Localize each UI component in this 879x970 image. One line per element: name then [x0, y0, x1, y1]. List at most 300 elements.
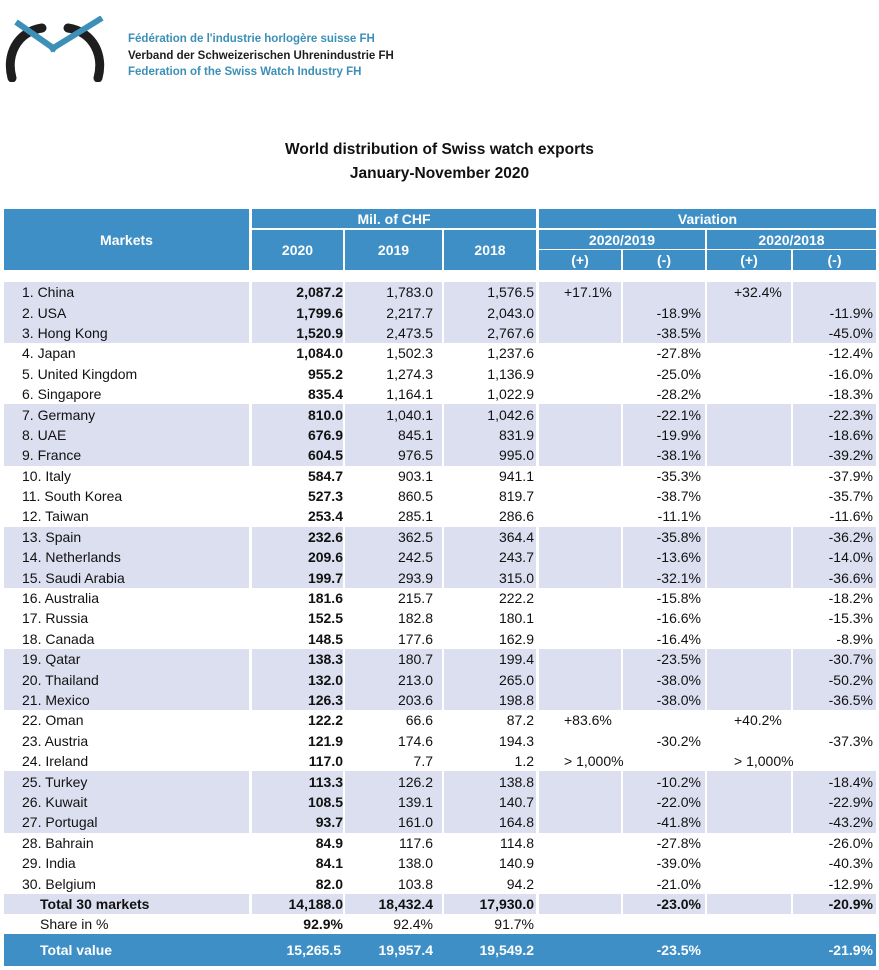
value-2018: 114.8 — [500, 834, 534, 851]
value-2019: 138.0 — [397, 855, 433, 872]
variation-plus-2 — [734, 404, 792, 424]
value-2019: 126.2 — [397, 773, 433, 790]
variation-minus-1: -32.1% — [656, 569, 701, 586]
variation-plus-2 — [734, 567, 792, 587]
table-row — [4, 445, 876, 465]
variation-plus-2 — [734, 812, 792, 832]
value-2019: 7.7 — [413, 753, 433, 770]
variation-plus-2 — [734, 771, 792, 791]
variation-minus-2: -36.2% — [828, 528, 873, 545]
variation-plus-1: +17.1% — [564, 284, 612, 301]
table-row — [4, 669, 876, 689]
variation-minus-2: -43.2% — [828, 814, 873, 831]
variation-minus-2: -36.5% — [828, 692, 873, 708]
value-2018: 180.1 — [498, 610, 534, 627]
value-2018: 1,136.9 — [487, 365, 534, 382]
variation-minus-1: -38.5% — [656, 324, 701, 341]
value-2020: 1,520.9 — [296, 324, 343, 341]
year-2019-header: 2019 — [345, 230, 442, 270]
variation-minus-2: -11.9% — [829, 304, 873, 321]
title-line-1: World distribution of Swiss watch exports — [285, 141, 594, 158]
variation-plus-1 — [564, 649, 622, 669]
table-row — [4, 731, 876, 751]
variation-minus-2: -11.6% — [829, 508, 873, 525]
value-2019: 66.6 — [405, 712, 433, 729]
value-2019: 161.0 — [397, 814, 433, 831]
plus-header-2: (+) — [707, 250, 791, 270]
variation-plus-1: > 1,000% — [564, 753, 624, 770]
variation-minus-1: -11.1% — [657, 508, 701, 525]
market-name: 5. United Kingdom — [22, 365, 138, 382]
market-name: 6. Singapore — [22, 386, 102, 403]
value-2020: 955.2 — [307, 365, 343, 382]
value-2020: 676.9 — [307, 426, 343, 443]
value-2019: 1,274.3 — [386, 365, 433, 382]
variation-plus-2 — [734, 364, 792, 384]
variation-plus-1 — [564, 629, 622, 649]
value-2020: 126.3 — [307, 692, 343, 708]
value-2018: 1.2 — [514, 753, 534, 770]
table-row — [4, 649, 876, 669]
variation-plus-1 — [564, 527, 622, 547]
market-name: 28. Bahrain — [22, 834, 94, 851]
variation-plus-1 — [564, 486, 622, 506]
variation-minus-1 — [623, 282, 701, 302]
market-name: 9. France — [22, 447, 82, 464]
market-name: 11. South Korea — [22, 488, 123, 505]
market-name: 2. USA — [22, 304, 67, 321]
value-2020: 84.1 — [315, 855, 343, 872]
value-2019: 362.5 — [397, 528, 433, 545]
value-2019: 117.6 — [399, 834, 433, 851]
value-2020: 92.9% — [303, 916, 343, 933]
total-value-2020: 15,265.5 — [286, 942, 341, 958]
value-2019: 18,432.4 — [378, 895, 433, 912]
value-2020: 117.0 — [308, 753, 343, 770]
variation-plus-1 — [564, 466, 622, 486]
variation-minus-2: -12.4% — [828, 345, 873, 362]
value-2018: 17,930.0 — [479, 895, 534, 912]
value-2020: 835.4 — [307, 386, 343, 403]
market-name: 12. Taiwan — [22, 508, 89, 525]
variation-plus-2 — [734, 690, 792, 710]
market-name: 25. Turkey — [22, 773, 88, 790]
value-2018: 199.4 — [498, 651, 534, 668]
value-2020: 121.9 — [307, 732, 343, 749]
variation-plus-1 — [564, 812, 622, 832]
table-row — [4, 384, 876, 404]
variation-plus-1 — [564, 853, 622, 873]
variation-minus-1: -28.2% — [656, 386, 701, 403]
variation-plus-2 — [734, 323, 792, 343]
value-2019: 139.1 — [397, 793, 433, 810]
market-name: 24. Ireland — [22, 753, 89, 770]
variation-minus-2: -18.3% — [828, 386, 873, 403]
table-header — [4, 209, 876, 270]
markets-header: Markets — [4, 209, 249, 270]
variation-minus-1: -27.8% — [656, 345, 701, 362]
variation-minus-2: -26.0% — [828, 834, 873, 851]
variation-minus-1: -22.0% — [656, 793, 701, 810]
value-2019: 203.6 — [397, 692, 433, 708]
variation-plus-2 — [734, 506, 792, 526]
variation-minus-1: -38.1% — [656, 447, 701, 464]
variation-minus-2: -30.7% — [828, 651, 873, 668]
value-2020: 152.5 — [307, 610, 343, 627]
market-name: 8. UAE — [22, 426, 67, 443]
variation-minus-2: -16.0% — [828, 365, 873, 382]
table-row — [4, 466, 876, 486]
value-2020: 84.9 — [315, 834, 343, 851]
total-value-label: Total value — [40, 942, 113, 958]
variation-plus-2 — [734, 425, 792, 445]
table-row — [4, 547, 876, 567]
value-2020: 199.7 — [307, 569, 343, 586]
org-name-fr: Fédération de l'industrie horlogère suisse FH — [128, 33, 375, 45]
table-row — [4, 771, 876, 791]
variation-plus-1 — [564, 669, 622, 689]
variation-minus-1: -41.8% — [656, 814, 701, 831]
variation-plus-1 — [564, 506, 622, 526]
variation-minus-1: -35.8% — [656, 528, 701, 545]
value-2019: 293.9 — [397, 569, 433, 586]
variation-plus-2 — [734, 833, 792, 853]
value-2019: 1,040.1 — [386, 406, 433, 423]
value-2020: 82.0 — [315, 875, 343, 892]
variation-plus-1 — [564, 588, 622, 608]
value-2018: 2,043.0 — [487, 304, 534, 321]
market-name: Total 30 markets — [40, 895, 150, 912]
variation-minus-2: -39.2% — [828, 447, 873, 464]
variation-minus-2: -14.0% — [828, 549, 873, 566]
market-name: 1. China — [22, 284, 75, 301]
variation-minus-1: -10.2% — [656, 773, 701, 790]
variation-plus-2 — [734, 608, 792, 628]
variation-minus-1: -23.0% — [656, 895, 701, 912]
variation-minus-2: -36.6% — [828, 569, 873, 586]
variation-header: Variation — [539, 209, 876, 228]
value-2018: 138.8 — [498, 773, 534, 790]
variation-plus-2 — [734, 873, 792, 893]
market-name: 10. Italy — [22, 467, 72, 484]
variation-plus-2 — [734, 445, 792, 465]
value-2020: 584.7 — [307, 467, 343, 484]
plus-header-1: (+) — [539, 250, 621, 270]
variation-plus-1 — [564, 608, 622, 628]
variation-plus-1 — [564, 364, 622, 384]
table-row — [4, 404, 876, 424]
market-name: 30. Belgium — [22, 875, 96, 892]
value-2020: 148.5 — [307, 630, 343, 647]
variation-minus-2: -18.6% — [828, 426, 873, 443]
table-row — [4, 873, 876, 893]
variation-plus-2 — [734, 588, 792, 608]
value-2019: 242.5 — [397, 549, 433, 566]
variation-plus-2 — [734, 527, 792, 547]
variation-minus-1: -13.6% — [656, 549, 701, 566]
value-2019: 976.5 — [397, 447, 433, 464]
variation-minus-1 — [623, 751, 701, 771]
total-value-2019: 19,957.4 — [378, 942, 433, 958]
value-2019: 180.7 — [397, 651, 433, 668]
variation-plus-2: +40.2% — [734, 712, 782, 729]
value-2018: 2,767.6 — [487, 324, 534, 341]
org-name-en: Federation of the Swiss Watch Industry FH — [128, 66, 362, 78]
value-2018: 140.7 — [498, 793, 534, 810]
table-row — [4, 833, 876, 853]
value-2018: 1,022.9 — [487, 386, 534, 403]
variation-plus-2 — [734, 466, 792, 486]
variation-minus-1: -30.2% — [656, 732, 701, 749]
total-30-row — [4, 894, 876, 914]
org-name-de: Verband der Schweizerischen Uhrenindustrie FH — [128, 49, 394, 62]
variation-plus-1 — [564, 567, 622, 587]
value-2019: 92.4% — [393, 916, 433, 933]
variation-minus-2: -37.9% — [828, 467, 873, 484]
variation-plus-1 — [564, 873, 622, 893]
variation-plus-2 — [734, 486, 792, 506]
variation-minus-2: -18.4% — [828, 773, 873, 790]
value-2020: 1,084.0 — [296, 345, 343, 362]
variation-minus-1: -16.6% — [656, 610, 701, 627]
variation-minus-1: -19.9% — [656, 426, 701, 443]
value-2020: 253.4 — [307, 508, 343, 525]
variation-minus-2: -50.2% — [828, 671, 873, 688]
value-2019: 285.1 — [397, 508, 433, 525]
variation-minus-1: -16.4% — [656, 630, 701, 647]
share-row — [4, 914, 876, 934]
value-2019: 845.1 — [397, 426, 433, 443]
table-row — [4, 812, 876, 832]
value-2018: 364.4 — [498, 528, 534, 545]
variation-minus-1: -38.7% — [656, 488, 701, 505]
variation-plus-1 — [564, 302, 622, 322]
mil-chf-header: Mil. of CHF — [252, 209, 536, 228]
variation-minus-2: -22.9% — [828, 793, 873, 810]
page-title — [0, 138, 879, 186]
variation-plus-1 — [564, 384, 622, 404]
year-2020-header: 2020 — [252, 230, 343, 270]
variation-plus-2: > 1,000% — [734, 753, 794, 770]
value-2019: 2,217.7 — [386, 304, 433, 321]
year-2018-header: 2018 — [444, 230, 536, 270]
table-row — [4, 567, 876, 587]
market-name: 13. Spain — [22, 528, 82, 545]
value-2018: 222.2 — [498, 590, 534, 607]
variation-plus-1 — [564, 833, 622, 853]
fh-logo — [4, 16, 106, 82]
value-2020: 527.3 — [307, 488, 343, 505]
value-2019: 903.1 — [397, 467, 433, 484]
variation-plus-2: +32.4% — [734, 284, 782, 301]
variation-minus-1: -25.0% — [656, 365, 701, 382]
market-name: 22. Oman — [22, 712, 84, 729]
value-2018: 1,237.6 — [487, 345, 534, 362]
total-value-var1: -23.5% — [656, 942, 701, 958]
value-2020: 232.6 — [307, 528, 343, 545]
table-row — [4, 588, 876, 608]
value-2020: 1,799.6 — [296, 304, 343, 321]
value-2020: 2,087.2 — [296, 284, 343, 301]
total-value-2018: 19,549.2 — [479, 942, 534, 958]
value-2018: 286.6 — [498, 508, 534, 525]
variation-minus-2: -18.2% — [828, 590, 873, 607]
variation-plus-2 — [734, 384, 792, 404]
value-2019: 182.8 — [397, 610, 433, 627]
variation-plus-2 — [734, 792, 792, 812]
value-2019: 215.7 — [397, 590, 433, 607]
value-2018: 194.3 — [498, 732, 534, 749]
variation-plus-2 — [734, 343, 792, 363]
table-row — [4, 710, 876, 730]
value-2018: 941.1 — [498, 467, 534, 484]
value-2018: 87.2 — [506, 712, 534, 729]
market-name: 27. Portugal — [22, 814, 98, 831]
table-row — [4, 690, 876, 710]
variation-minus-1: -23.5% — [656, 651, 701, 668]
market-name: 14. Netherlands — [22, 549, 121, 566]
variation-plus-1 — [564, 404, 622, 424]
variation-minus-2 — [793, 751, 873, 771]
variation-minus-1: -35.3% — [656, 467, 701, 484]
market-name: 4. Japan — [22, 345, 76, 362]
value-2019: 1,783.0 — [386, 284, 433, 301]
value-2018: 94.2 — [506, 875, 534, 892]
variation-plus-1 — [564, 690, 622, 710]
variation-plus-1 — [564, 771, 622, 791]
value-2019: 103.8 — [397, 875, 433, 892]
variation-plus-2 — [734, 547, 792, 567]
variation-minus-1: -39.0% — [656, 855, 701, 872]
organization-name — [128, 31, 394, 81]
variation-minus-1 — [623, 710, 701, 730]
minus-header-2: (-) — [793, 250, 876, 270]
value-2020: 113.3 — [308, 773, 343, 790]
variation-plus-1 — [564, 547, 622, 567]
market-name: Share in % — [40, 916, 109, 933]
variation-plus-2 — [734, 669, 792, 689]
market-name: 19. Qatar — [22, 651, 81, 668]
table-row — [4, 792, 876, 812]
value-2018: 164.8 — [498, 814, 534, 831]
table-row — [4, 629, 876, 649]
variation-minus-2: -8.9% — [836, 630, 873, 647]
table-row — [4, 425, 876, 445]
total-value-row — [4, 934, 876, 966]
market-name: 20. Thailand — [22, 671, 99, 688]
table-row — [4, 527, 876, 547]
market-name: 21. Mexico — [22, 692, 90, 708]
variation-2020-2019-header: 2020/2019 — [539, 230, 705, 249]
variation-minus-2 — [793, 282, 873, 302]
value-2018: 243.7 — [498, 549, 534, 566]
value-2019: 177.6 — [397, 630, 433, 647]
variation-plus-1: +83.6% — [564, 712, 612, 729]
variation-plus-2 — [734, 649, 792, 669]
market-name: 23. Austria — [22, 732, 89, 749]
value-2018: 265.0 — [498, 671, 534, 688]
variation-minus-1: -18.9% — [656, 304, 701, 321]
value-2019: 860.5 — [397, 488, 433, 505]
variation-plus-1 — [564, 323, 622, 343]
market-name: 7. Germany — [22, 406, 96, 423]
variation-plus-1 — [564, 445, 622, 465]
value-2018: 1,576.5 — [487, 284, 534, 301]
value-2020: 604.5 — [307, 447, 343, 464]
variation-minus-2: -15.3% — [828, 610, 873, 627]
variation-minus-2: -40.3% — [828, 855, 873, 872]
value-2020: 14,188.0 — [288, 895, 343, 912]
variation-minus-2: -35.7% — [828, 488, 873, 505]
value-2020: 181.6 — [307, 590, 343, 607]
table-row — [4, 608, 876, 628]
value-2018: 140.9 — [498, 855, 534, 872]
value-2020: 93.7 — [315, 814, 343, 831]
table-row — [4, 853, 876, 873]
table-row — [4, 486, 876, 506]
table-row — [4, 751, 876, 771]
market-name: 18. Canada — [22, 630, 95, 647]
variation-plus-1 — [564, 425, 622, 445]
market-name: 29. India — [22, 855, 76, 872]
variation-plus-1 — [564, 792, 622, 812]
value-2019: 213.0 — [397, 671, 433, 688]
variation-minus-2: -12.9% — [828, 875, 873, 892]
variation-minus-1: -21.0% — [656, 875, 701, 892]
variation-minus-2 — [793, 710, 873, 730]
value-2019: 2,473.5 — [386, 324, 433, 341]
table-body — [4, 282, 876, 935]
value-2018: 198.8 — [498, 692, 534, 708]
market-name: 17. Russia — [22, 610, 89, 627]
value-2019: 1,502.3 — [386, 345, 433, 362]
table-row — [4, 506, 876, 526]
variation-minus-1: -22.1% — [656, 406, 701, 423]
market-name: 26. Kuwait — [22, 793, 88, 810]
value-2018: 995.0 — [498, 447, 534, 464]
market-name: 3. Hong Kong — [22, 324, 108, 341]
variation-minus-2: -20.9% — [828, 895, 873, 912]
variation-plus-1 — [564, 343, 622, 363]
variation-minus-1: -15.8% — [656, 590, 701, 607]
variation-minus-1: -38.0% — [656, 692, 701, 708]
value-2020: 108.5 — [307, 793, 343, 810]
value-2018: 91.7% — [494, 916, 534, 933]
table-row — [4, 323, 876, 343]
total-value-var2: -21.9% — [828, 942, 873, 958]
table-row — [4, 343, 876, 363]
market-name: 16. Australia — [22, 590, 100, 607]
value-2018: 831.9 — [498, 426, 534, 443]
variation-plus-2 — [734, 731, 792, 751]
table-row — [4, 364, 876, 384]
value-2020: 138.3 — [307, 651, 343, 668]
variation-minus-2: -45.0% — [828, 324, 873, 341]
value-2018: 162.9 — [498, 630, 534, 647]
variation-minus-1: -27.8% — [656, 834, 701, 851]
value-2018: 1,042.6 — [487, 406, 534, 423]
value-2020: 810.0 — [307, 406, 343, 423]
value-2020: 209.6 — [307, 549, 343, 566]
variation-minus-2: -37.3% — [828, 732, 873, 749]
market-name: 15. Saudi Arabia — [22, 569, 125, 586]
variation-2020-2018-header: 2020/2018 — [707, 230, 876, 249]
table-row — [4, 282, 876, 302]
value-2019: 174.6 — [397, 732, 433, 749]
variation-plus-1 — [564, 731, 622, 751]
table-row — [4, 302, 876, 322]
variation-plus-2 — [734, 302, 792, 322]
